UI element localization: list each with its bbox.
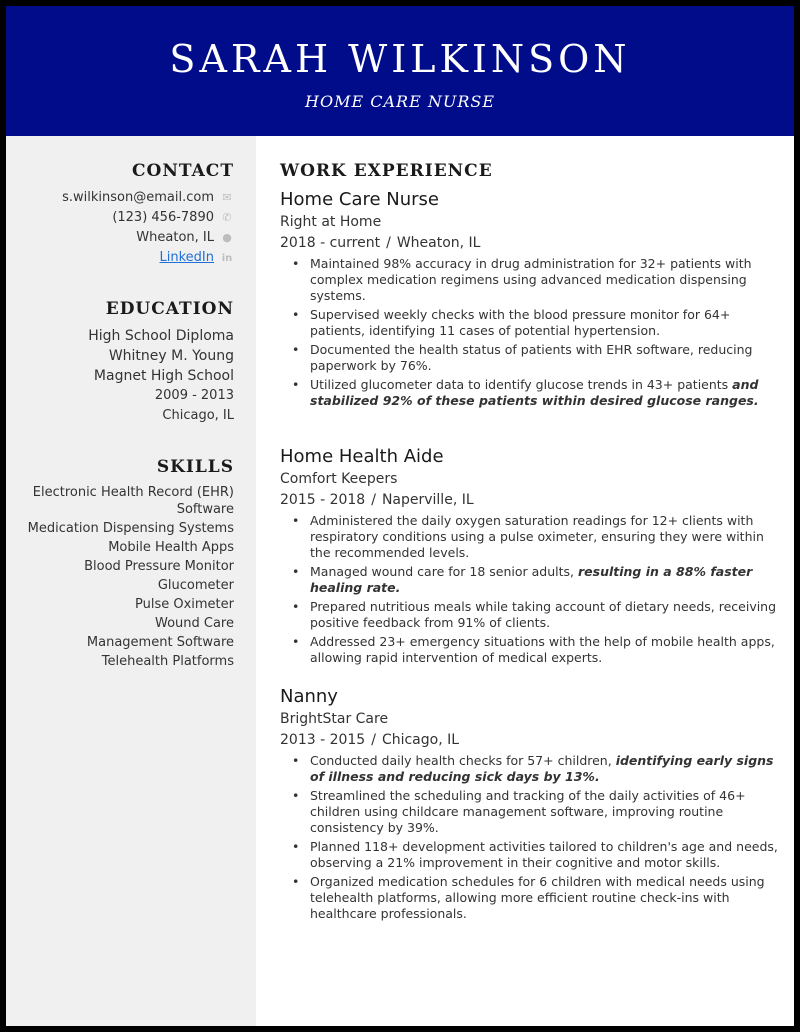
work-experience-heading: WORK EXPERIENCE xyxy=(280,161,493,181)
linkedin-icon: in xyxy=(221,253,233,264)
bullet-text: Addressed 23+ emergency situations with the help of mobile health apps, allowing rapid intervention of medical experts. xyxy=(310,634,775,665)
bullet-item xyxy=(280,599,780,631)
bullet-bold: identifying early signs of illness and reducing sick days by 13%. xyxy=(310,753,774,784)
education-heading: EDUCATION xyxy=(105,299,234,319)
bullet-item xyxy=(280,513,780,561)
bullet-text: Planned 118+ development activities tailored to children's age and needs, observing a 21% improvement in their cognitive and motor skills. xyxy=(310,839,778,870)
skill-item: Medication Dispensing Systems xyxy=(27,521,234,536)
phone-icon: ✆ xyxy=(222,211,232,224)
job-dates: 2018 - current xyxy=(280,235,381,251)
job-entry xyxy=(280,188,780,412)
job-title: Home Care Nurse xyxy=(280,189,440,210)
job-bullets xyxy=(280,256,780,409)
contact-heading: CONTACT xyxy=(132,161,234,181)
job-entry xyxy=(280,685,780,925)
job-location: Naperville, IL xyxy=(381,492,474,508)
bullet-bold: and stabilized 92% of these patients within desired glucose ranges. xyxy=(310,377,759,408)
bullet-item xyxy=(280,788,780,836)
job-location: Chicago, IL xyxy=(381,732,460,748)
resume-page xyxy=(6,6,794,1026)
job-title: Nanny xyxy=(280,686,338,707)
education-location: Chicago, IL xyxy=(162,408,234,423)
bullet-text: Organized medication schedules for 6 children with medical needs using telehealth platforms, allowing more efficient routine check-ins with healthcare professionals. xyxy=(310,874,765,921)
skill-item: Wound Care xyxy=(154,616,234,631)
meta-separator: / xyxy=(386,235,391,251)
bullet-text: Prepared nutritious meals while taking account of dietary needs, receiving positive feedback from 91% of clients. xyxy=(310,599,777,630)
bullet-item xyxy=(280,753,780,785)
bullet-item xyxy=(280,377,780,409)
skill-item: Mobile Health Apps xyxy=(108,540,234,555)
candidate-name: SARAH WILKINSON xyxy=(169,37,631,81)
email-line xyxy=(14,188,234,208)
skills-section xyxy=(14,456,234,672)
skill-item: Pulse Oximeter xyxy=(134,597,234,612)
sidebar xyxy=(6,136,256,1026)
bullet-text: Documented the health status of patients with EHR software, reducing paperwork by 76%. xyxy=(310,342,753,373)
job-title: Home Health Aide xyxy=(280,446,444,467)
location-pin-icon: ● xyxy=(222,231,232,244)
education-section xyxy=(14,298,234,426)
education-school-line1: Whitney M. Young xyxy=(108,348,234,364)
bullet-item xyxy=(280,564,780,596)
job-entry xyxy=(280,445,780,669)
company-name: BrightStar Care xyxy=(280,711,389,727)
bullet-text: Supervised weekly checks with the blood pressure monitor for 64+ patients, identifying 11 cases of potential hypertension. xyxy=(310,307,731,338)
job-meta xyxy=(280,490,780,511)
skill-item: Management Software xyxy=(86,635,234,650)
envelope-icon: ✉ xyxy=(222,191,232,204)
bullet-item xyxy=(280,839,780,871)
company-name: Right at Home xyxy=(280,214,382,230)
bullet-item xyxy=(280,634,780,666)
skill-item: Electronic Health Record (EHR) Software xyxy=(32,485,234,517)
phone-line xyxy=(14,208,234,228)
education-degree: High School Diploma xyxy=(88,328,234,344)
job-meta xyxy=(280,233,780,254)
skill-item: Blood Pressure Monitor xyxy=(84,559,234,574)
bullet-bold: resulting in a 88% faster healing rate. xyxy=(310,564,753,595)
email-text: s.wilkinson@email.com xyxy=(62,190,214,205)
bullet-text: Managed wound care for 18 senior adults, xyxy=(310,564,578,579)
skill-item: Telehealth Platforms xyxy=(101,654,234,669)
education-school-line2: Magnet High School xyxy=(93,368,234,384)
bullet-item xyxy=(280,342,780,374)
bullet-text: Streamlined the scheduling and tracking of the daily activities of 46+ children using childcare management software, improving routine consistency by 39%. xyxy=(310,788,746,835)
bullet-item xyxy=(280,307,780,339)
resume-header xyxy=(6,6,794,136)
bullet-item xyxy=(280,256,780,304)
bullet-text: Administered the daily oxygen saturation readings for 12+ clients with respiratory conditions using a pulse oximeter, ensuring they were within the recommended levels. xyxy=(310,513,764,560)
job-bullets xyxy=(280,513,780,666)
meta-separator: / xyxy=(371,732,376,748)
skill-item: Glucometer xyxy=(157,578,234,593)
bullet-item xyxy=(280,874,780,922)
company-name: Comfort Keepers xyxy=(280,471,398,487)
bullet-text: Conducted daily health checks for 57+ children, xyxy=(310,753,616,768)
job-bullets xyxy=(280,753,780,922)
bullet-text: Utilized glucometer data to identify glucose trends in 43+ patients xyxy=(310,377,733,392)
location-line xyxy=(14,228,234,248)
meta-separator: / xyxy=(371,492,376,508)
contact-section xyxy=(14,160,234,269)
linkedin-link[interactable]: LinkedIn xyxy=(159,250,214,265)
phone-text: (123) 456-7890 xyxy=(112,210,214,225)
job-title-headline: HOME CARE NURSE xyxy=(305,92,495,111)
bullet-text: Maintained 98% accuracy in drug administration for 32+ patients with complex medication regimens using advanced medication dispensing systems. xyxy=(310,256,752,303)
linkedin-line xyxy=(14,248,234,269)
education-years: 2009 - 2013 xyxy=(154,388,234,403)
job-meta xyxy=(280,730,780,751)
job-dates: 2013 - 2015 xyxy=(280,732,366,748)
location-text: Wheaton, IL xyxy=(136,230,214,245)
job-location: Wheaton, IL xyxy=(396,235,481,251)
job-dates: 2015 - 2018 xyxy=(280,492,366,508)
skills-heading: SKILLS xyxy=(156,457,234,477)
